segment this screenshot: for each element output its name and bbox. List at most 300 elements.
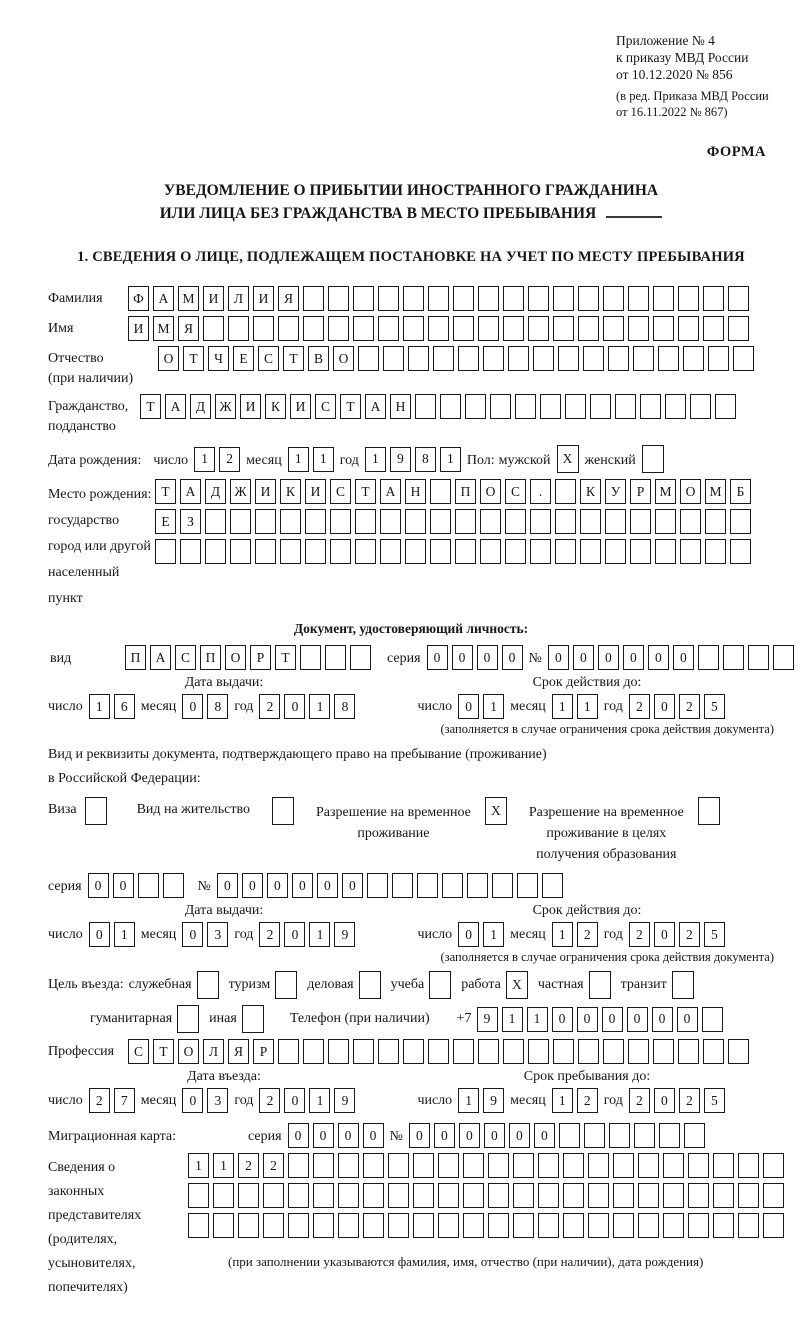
char-box[interactable] (197, 971, 219, 999)
char-box[interactable] (303, 1039, 324, 1064)
char-box[interactable]: У (605, 479, 626, 504)
char-box[interactable] (408, 346, 429, 371)
char-box[interactable] (713, 1183, 734, 1208)
char-box[interactable] (705, 539, 726, 564)
char-box[interactable] (703, 286, 724, 311)
char-box[interactable] (429, 971, 451, 999)
char-box[interactable] (558, 346, 579, 371)
char-box[interactable] (155, 539, 176, 564)
char-box[interactable] (508, 346, 529, 371)
char-box[interactable] (455, 509, 476, 534)
char-box[interactable]: Р (250, 645, 271, 670)
char-box[interactable] (188, 1183, 209, 1208)
char-box[interactable]: О (680, 479, 701, 504)
char-box[interactable] (565, 394, 586, 419)
char-box[interactable] (463, 1213, 484, 1238)
char-box[interactable]: 0 (427, 645, 448, 670)
char-box[interactable]: А (180, 479, 201, 504)
char-box[interactable] (730, 539, 751, 564)
char-box[interactable]: 9 (483, 1088, 504, 1113)
char-box[interactable] (403, 1039, 424, 1064)
char-box[interactable]: Л (228, 286, 249, 311)
char-box[interactable]: Д (205, 479, 226, 504)
char-box[interactable] (213, 1183, 234, 1208)
char-box[interactable] (773, 645, 794, 670)
char-box[interactable] (280, 539, 301, 564)
char-box[interactable] (313, 1153, 334, 1178)
char-box[interactable] (505, 539, 526, 564)
char-box[interactable]: 1 (188, 1153, 209, 1178)
char-box[interactable]: П (200, 645, 221, 670)
char-box[interactable] (763, 1213, 784, 1238)
char-box[interactable]: 0 (484, 1123, 505, 1148)
char-box[interactable]: 1 (483, 694, 504, 719)
char-box[interactable] (415, 394, 436, 419)
char-box[interactable]: 2 (577, 922, 598, 947)
char-box[interactable] (378, 1039, 399, 1064)
char-box[interactable] (678, 316, 699, 341)
char-box[interactable] (363, 1153, 384, 1178)
char-box[interactable]: С (330, 479, 351, 504)
char-box[interactable] (638, 1213, 659, 1238)
char-box[interactable] (453, 1039, 474, 1064)
char-box[interactable]: 0 (573, 645, 594, 670)
char-box[interactable]: М (178, 286, 199, 311)
char-box[interactable]: К (265, 394, 286, 419)
char-box[interactable]: 1 (194, 447, 215, 472)
char-box[interactable] (613, 1213, 634, 1238)
char-box[interactable] (665, 394, 686, 419)
char-box[interactable]: 1 (483, 922, 504, 947)
char-box[interactable] (188, 1213, 209, 1238)
char-box[interactable] (288, 1183, 309, 1208)
char-box[interactable]: X (506, 971, 528, 999)
char-box[interactable] (628, 286, 649, 311)
char-box[interactable]: М (655, 479, 676, 504)
char-box[interactable] (338, 1183, 359, 1208)
char-box[interactable] (530, 539, 551, 564)
char-box[interactable] (580, 539, 601, 564)
char-box[interactable] (353, 1039, 374, 1064)
char-box[interactable] (638, 1183, 659, 1208)
char-box[interactable]: 1 (552, 922, 573, 947)
char-box[interactable]: 0 (627, 1007, 648, 1032)
char-box[interactable] (672, 971, 694, 999)
char-box[interactable]: 2 (577, 1088, 598, 1113)
char-box[interactable] (300, 645, 321, 670)
char-box[interactable] (392, 873, 413, 898)
char-box[interactable]: В (308, 346, 329, 371)
char-box[interactable]: 1 (288, 447, 309, 472)
char-box[interactable] (663, 1213, 684, 1238)
char-box[interactable] (653, 286, 674, 311)
char-box[interactable] (555, 539, 576, 564)
char-box[interactable] (678, 1039, 699, 1064)
char-box[interactable] (658, 346, 679, 371)
char-box[interactable] (465, 394, 486, 419)
char-box[interactable] (388, 1183, 409, 1208)
char-box[interactable] (305, 509, 326, 534)
char-box[interactable] (563, 1183, 584, 1208)
char-box[interactable] (503, 1039, 524, 1064)
char-box[interactable] (453, 316, 474, 341)
char-box[interactable]: С (128, 1039, 149, 1064)
char-box[interactable]: 0 (88, 873, 109, 898)
char-box[interactable] (538, 1183, 559, 1208)
char-box[interactable] (180, 539, 201, 564)
char-box[interactable]: К (280, 479, 301, 504)
char-box[interactable] (698, 645, 719, 670)
char-box[interactable] (338, 1213, 359, 1238)
char-box[interactable] (698, 797, 720, 825)
char-box[interactable]: А (165, 394, 186, 419)
char-box[interactable] (603, 286, 624, 311)
char-box[interactable] (438, 1153, 459, 1178)
char-box[interactable] (213, 1213, 234, 1238)
char-box[interactable]: 3 (207, 922, 228, 947)
char-box[interactable]: Т (283, 346, 304, 371)
char-box[interactable]: 0 (552, 1007, 573, 1032)
char-box[interactable]: 0 (577, 1007, 598, 1032)
char-box[interactable] (358, 346, 379, 371)
char-box[interactable] (238, 1213, 259, 1238)
char-box[interactable] (517, 873, 538, 898)
char-box[interactable] (275, 971, 297, 999)
char-box[interactable] (505, 509, 526, 534)
char-box[interactable] (703, 316, 724, 341)
char-box[interactable]: 0 (548, 645, 569, 670)
char-box[interactable]: Д (190, 394, 211, 419)
char-box[interactable]: 0 (288, 1123, 309, 1148)
char-box[interactable]: 2 (259, 694, 280, 719)
char-box[interactable] (328, 286, 349, 311)
char-box[interactable] (633, 346, 654, 371)
char-box[interactable]: Т (355, 479, 376, 504)
char-box[interactable] (463, 1153, 484, 1178)
char-box[interactable] (738, 1183, 759, 1208)
char-box[interactable]: 0 (677, 1007, 698, 1032)
char-box[interactable]: А (153, 286, 174, 311)
char-box[interactable] (702, 1007, 723, 1032)
char-box[interactable]: И (305, 479, 326, 504)
char-box[interactable]: 2 (629, 1088, 650, 1113)
char-box[interactable]: Е (155, 509, 176, 534)
char-box[interactable] (490, 394, 511, 419)
char-box[interactable] (458, 346, 479, 371)
char-box[interactable]: Б (730, 479, 751, 504)
char-box[interactable] (440, 394, 461, 419)
char-box[interactable]: 0 (242, 873, 263, 898)
char-box[interactable] (713, 1153, 734, 1178)
char-box[interactable] (630, 509, 651, 534)
char-box[interactable] (230, 539, 251, 564)
char-box[interactable]: 0 (182, 694, 203, 719)
char-box[interactable] (428, 1039, 449, 1064)
char-box[interactable] (538, 1153, 559, 1178)
char-box[interactable] (280, 509, 301, 534)
char-box[interactable] (683, 346, 704, 371)
char-box[interactable] (478, 1039, 499, 1064)
char-box[interactable] (515, 394, 536, 419)
char-box[interactable]: 0 (338, 1123, 359, 1148)
char-box[interactable]: 0 (89, 922, 110, 947)
char-box[interactable] (513, 1183, 534, 1208)
char-box[interactable] (380, 539, 401, 564)
char-box[interactable]: 1 (309, 694, 330, 719)
char-box[interactable] (628, 316, 649, 341)
char-box[interactable] (378, 316, 399, 341)
char-box[interactable] (588, 1153, 609, 1178)
char-box[interactable]: 1 (458, 1088, 479, 1113)
char-box[interactable]: 1 (114, 922, 135, 947)
char-box[interactable]: Я (278, 286, 299, 311)
char-box[interactable] (680, 539, 701, 564)
char-box[interactable]: 1 (213, 1153, 234, 1178)
char-box[interactable] (503, 286, 524, 311)
char-box[interactable] (708, 346, 729, 371)
char-box[interactable]: 0 (292, 873, 313, 898)
char-box[interactable]: Ч (208, 346, 229, 371)
char-box[interactable] (528, 286, 549, 311)
char-box[interactable] (578, 286, 599, 311)
char-box[interactable]: И (255, 479, 276, 504)
char-box[interactable]: 0 (363, 1123, 384, 1148)
char-box[interactable] (638, 1153, 659, 1178)
char-box[interactable] (580, 509, 601, 534)
char-box[interactable] (663, 1153, 684, 1178)
char-box[interactable] (430, 509, 451, 534)
char-box[interactable] (688, 1183, 709, 1208)
char-box[interactable] (405, 539, 426, 564)
char-box[interactable] (659, 1123, 680, 1148)
char-box[interactable] (555, 509, 576, 534)
char-box[interactable]: 9 (334, 922, 355, 947)
char-box[interactable]: М (705, 479, 726, 504)
char-box[interactable]: 0 (502, 645, 523, 670)
char-box[interactable]: 9 (477, 1007, 498, 1032)
char-box[interactable] (705, 509, 726, 534)
char-box[interactable]: С (315, 394, 336, 419)
char-box[interactable] (590, 394, 611, 419)
char-box[interactable] (203, 316, 224, 341)
char-box[interactable] (355, 509, 376, 534)
char-box[interactable]: М (153, 316, 174, 341)
char-box[interactable]: 0 (458, 922, 479, 947)
char-box[interactable]: Н (405, 479, 426, 504)
char-box[interactable]: С (175, 645, 196, 670)
char-box[interactable] (263, 1213, 284, 1238)
char-box[interactable]: 0 (113, 873, 134, 898)
char-box[interactable]: 2 (238, 1153, 259, 1178)
char-box[interactable] (242, 1005, 264, 1033)
char-box[interactable]: 1 (577, 694, 598, 719)
char-box[interactable] (480, 509, 501, 534)
char-box[interactable]: 1 (502, 1007, 523, 1032)
char-box[interactable]: Я (178, 316, 199, 341)
char-box[interactable] (578, 1039, 599, 1064)
char-box[interactable] (738, 1213, 759, 1238)
char-box[interactable]: 0 (602, 1007, 623, 1032)
char-box[interactable] (303, 286, 324, 311)
char-box[interactable] (684, 1123, 705, 1148)
char-box[interactable] (603, 1039, 624, 1064)
char-box[interactable] (278, 1039, 299, 1064)
char-box[interactable] (589, 971, 611, 999)
char-box[interactable] (272, 797, 294, 825)
char-box[interactable]: 0 (598, 645, 619, 670)
char-box[interactable]: 2 (679, 922, 700, 947)
char-box[interactable] (480, 539, 501, 564)
char-box[interactable]: . (530, 479, 551, 504)
char-box[interactable]: 0 (342, 873, 363, 898)
char-box[interactable] (442, 873, 463, 898)
char-box[interactable]: И (240, 394, 261, 419)
char-box[interactable] (230, 509, 251, 534)
char-box[interactable]: И (253, 286, 274, 311)
char-box[interactable] (605, 509, 626, 534)
char-box[interactable]: 0 (284, 694, 305, 719)
char-box[interactable] (608, 346, 629, 371)
char-box[interactable] (678, 286, 699, 311)
char-box[interactable]: 1 (313, 447, 334, 472)
char-box[interactable]: Т (153, 1039, 174, 1064)
char-box[interactable] (353, 316, 374, 341)
char-box[interactable] (613, 1153, 634, 1178)
char-box[interactable] (163, 873, 184, 898)
char-box[interactable] (363, 1213, 384, 1238)
char-box[interactable] (413, 1153, 434, 1178)
char-box[interactable] (330, 539, 351, 564)
char-box[interactable] (653, 316, 674, 341)
char-box[interactable]: 0 (284, 922, 305, 947)
char-box[interactable]: Р (253, 1039, 274, 1064)
char-box[interactable] (713, 1213, 734, 1238)
char-box[interactable] (430, 539, 451, 564)
char-box[interactable]: С (258, 346, 279, 371)
char-box[interactable] (642, 445, 664, 473)
char-box[interactable] (313, 1183, 334, 1208)
char-box[interactable] (255, 509, 276, 534)
char-box[interactable]: 0 (673, 645, 694, 670)
char-box[interactable] (578, 316, 599, 341)
char-box[interactable]: 8 (207, 694, 228, 719)
char-box[interactable] (338, 1153, 359, 1178)
char-box[interactable]: 0 (313, 1123, 334, 1148)
char-box[interactable]: 2 (219, 447, 240, 472)
char-box[interactable] (688, 1213, 709, 1238)
char-box[interactable]: 0 (623, 645, 644, 670)
char-box[interactable] (728, 1039, 749, 1064)
char-box[interactable] (723, 645, 744, 670)
char-box[interactable] (328, 316, 349, 341)
char-box[interactable] (488, 1153, 509, 1178)
char-box[interactable] (228, 316, 249, 341)
char-box[interactable]: 2 (679, 1088, 700, 1113)
char-box[interactable] (528, 1039, 549, 1064)
char-box[interactable]: 8 (334, 694, 355, 719)
char-box[interactable]: И (203, 286, 224, 311)
char-box[interactable]: Т (155, 479, 176, 504)
char-box[interactable] (540, 394, 561, 419)
char-box[interactable] (653, 1039, 674, 1064)
char-box[interactable] (488, 1183, 509, 1208)
char-box[interactable]: О (178, 1039, 199, 1064)
char-box[interactable] (483, 346, 504, 371)
char-box[interactable]: 2 (679, 694, 700, 719)
char-box[interactable]: 0 (654, 694, 675, 719)
char-box[interactable] (138, 873, 159, 898)
char-box[interactable]: 2 (629, 694, 650, 719)
char-box[interactable]: Л (203, 1039, 224, 1064)
char-box[interactable]: 7 (114, 1088, 135, 1113)
char-box[interactable]: 0 (534, 1123, 555, 1148)
char-box[interactable] (588, 1213, 609, 1238)
char-box[interactable] (630, 539, 651, 564)
char-box[interactable] (613, 1183, 634, 1208)
char-box[interactable]: А (380, 479, 401, 504)
char-box[interactable] (542, 873, 563, 898)
char-box[interactable]: 2 (89, 1088, 110, 1113)
char-box[interactable] (733, 346, 754, 371)
char-box[interactable]: Т (183, 346, 204, 371)
char-box[interactable] (438, 1183, 459, 1208)
char-box[interactable] (603, 316, 624, 341)
char-box[interactable] (730, 509, 751, 534)
char-box[interactable]: 1 (552, 1088, 573, 1113)
char-box[interactable] (715, 394, 736, 419)
char-box[interactable]: 6 (114, 694, 135, 719)
char-box[interactable]: П (125, 645, 146, 670)
char-box[interactable] (383, 346, 404, 371)
char-box[interactable] (363, 1183, 384, 1208)
char-box[interactable]: 1 (309, 1088, 330, 1113)
char-box[interactable] (413, 1183, 434, 1208)
char-box[interactable] (463, 1183, 484, 1208)
char-box[interactable] (367, 873, 388, 898)
char-box[interactable]: Н (390, 394, 411, 419)
char-box[interactable] (563, 1213, 584, 1238)
char-box[interactable]: С (505, 479, 526, 504)
char-box[interactable]: И (290, 394, 311, 419)
char-box[interactable] (492, 873, 513, 898)
char-box[interactable]: Ф (128, 286, 149, 311)
char-box[interactable] (634, 1123, 655, 1148)
char-box[interactable]: Ж (215, 394, 236, 419)
char-box[interactable] (728, 316, 749, 341)
char-box[interactable] (205, 509, 226, 534)
char-box[interactable] (359, 971, 381, 999)
char-box[interactable]: 5 (704, 922, 725, 947)
char-box[interactable]: 5 (704, 694, 725, 719)
char-box[interactable] (288, 1213, 309, 1238)
char-box[interactable] (628, 1039, 649, 1064)
char-box[interactable]: О (480, 479, 501, 504)
char-box[interactable]: 0 (652, 1007, 673, 1032)
char-box[interactable] (403, 316, 424, 341)
char-box[interactable]: Е (233, 346, 254, 371)
char-box[interactable]: А (150, 645, 171, 670)
char-box[interactable]: П (455, 479, 476, 504)
char-box[interactable] (403, 286, 424, 311)
char-box[interactable]: 0 (434, 1123, 455, 1148)
char-box[interactable] (438, 1213, 459, 1238)
char-box[interactable] (455, 539, 476, 564)
char-box[interactable] (748, 645, 769, 670)
char-box[interactable] (428, 316, 449, 341)
char-box[interactable] (663, 1183, 684, 1208)
char-box[interactable]: 0 (648, 645, 669, 670)
char-box[interactable]: 2 (259, 1088, 280, 1113)
